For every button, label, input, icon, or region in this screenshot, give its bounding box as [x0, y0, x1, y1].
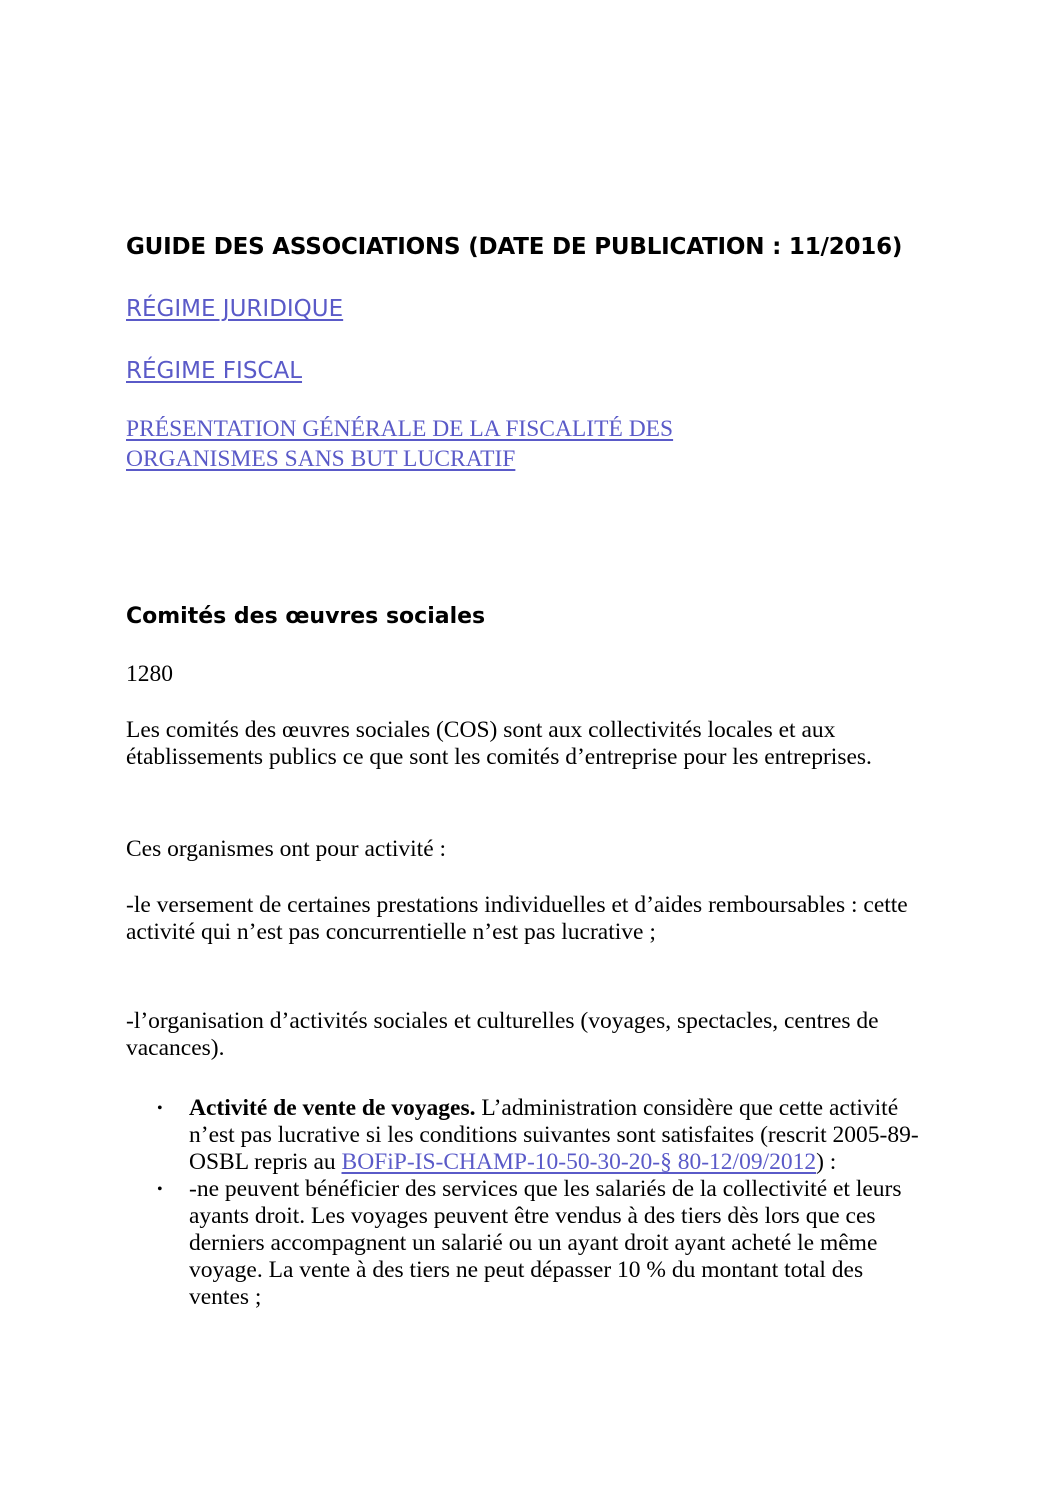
list-item — [157, 1095, 927, 1176]
bullet-list — [157, 1095, 927, 1311]
link-regime-juridique[interactable]: RÉGIME JURIDIQUE — [126, 296, 344, 322]
link-regime-fiscal[interactable]: RÉGIME FISCAL — [126, 358, 303, 384]
paragraph-versement: -le versement de certaines prestations individuelles et d’aides remboursables : cette activité qui n’est pas concurrentielle n’est pas lucrative ; — [126, 892, 908, 945]
bullet-text: L’administration considère que cette activité n’est pas lucrative si les conditions suivantes sont satisfaites (rescrit 2005-89-OSBL repris au — [189, 1095, 919, 1175]
bullet-bold-lead: Activité de vente de voyages. — [189, 1095, 476, 1121]
bullet-text: -ne peuvent bénéficier des services que les salariés de la collectivité et leurs ayants droit. Les voyages peuvent être vendus à des tiers dès lors que ces derniers accompagnent un salarié ou un ayant droit ayant acheté le même voyage. La vente à des tiers ne peut dépasser 10 % du montant total des ventes ; — [189, 1176, 902, 1310]
bullet-icon: • — [157, 1100, 163, 1117]
bullet-icon: • — [157, 1181, 163, 1198]
bullet-text-after: ) : — [816, 1149, 837, 1175]
bofip-reference-link[interactable]: BOFiP-IS-CHAMP-10-50-30-20-§ 80-12/09/2012 — [341, 1149, 817, 1175]
list-item — [157, 1176, 927, 1311]
paragraph-activities: Ces organismes ont pour activité : — [126, 836, 447, 862]
link-presentation-fiscalite[interactable]: PRÉSENTATION GÉNÉRALE DE LA FISCALITÉ DES ORGANISMES SANS BUT LUCRATIF — [126, 416, 674, 472]
paragraph-intro: Les comités des œuvres sociales (COS) sont aux collectivités locales et aux établissements publics ce que sont les comités d’entreprise pour les entreprises. — [126, 717, 872, 770]
paragraph-number: 1280 — [126, 661, 173, 687]
paragraph-organisation: -l’organisation d’activités sociales et culturelles (voyages, spectacles, centres de vacances). — [126, 1008, 879, 1061]
document-title: GUIDE DES ASSOCIATIONS (DATE DE PUBLICATION : 11/2016) — [126, 234, 903, 260]
section-heading: Comités des œuvres sociales — [126, 604, 486, 629]
